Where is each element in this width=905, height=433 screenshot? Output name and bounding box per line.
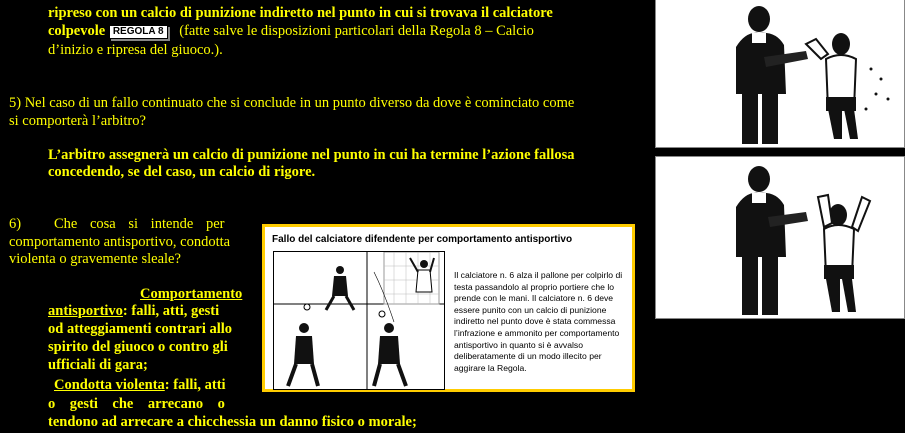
- q5-question-line2: si comporterà l’arbitro?: [9, 113, 146, 129]
- condotta-violenta-line1: [54, 376, 226, 395]
- condotta-violenta-line2: o gesti che arrecano o: [48, 396, 225, 412]
- comportamento-rest: : falli, atti, gesti: [122, 303, 220, 319]
- foul-info-title: Fallo del calciatore difendente per comportamento antisportivo: [272, 234, 573, 245]
- top-para-line1-rest: (fatte salve le disposizioni particolari della Regola 8 – Calcio: [179, 23, 534, 39]
- comportamento-heading: Comportamento: [140, 286, 243, 302]
- goal-scene-sketch: [274, 252, 444, 389]
- condotta-violenta-heading: Condotta violenta: [54, 377, 165, 393]
- q5-answer-line2: concedendo, se del caso, un calcio di rigore.: [48, 164, 316, 180]
- q5-answer-line1: L’arbitro assegnerà un calcio di punizione nel punto in cui ha termine l’azione fallosa: [48, 147, 575, 163]
- comportamento-line4: spirito del giuoco o contro gli: [48, 339, 228, 355]
- q6-number: 6): [9, 216, 22, 232]
- condotta-violenta-line3: tendono ad arrecare a chicchessia un danno fisico o morale;: [48, 414, 417, 430]
- top-para-colpevole: colpevole: [48, 23, 106, 39]
- top-para-line0: ripreso con un calcio di punizione indiretto nel punto in cui si trovava il calciatore: [48, 5, 553, 21]
- referee-booking-sketch-1: [656, 0, 904, 147]
- referee-illustration-bottom: [655, 156, 905, 319]
- foul-info-description: Il calciatore n. 6 alza il pallone per colpirlo di testa passandolo al proprio portiere che lo prende con le mani. Il calciatore n. 6 deve essere punito con un calcio di punizione indiretto nel punto dove è stata commessa l’infrazione e ammonito per comportamento antisportivo in quanto si è avvalso deliberatamente di un modo illecito per aggirare la Regola.: [454, 270, 623, 373]
- referee-booking-sketch-2: [656, 157, 904, 318]
- condotta-violenta-rest: : falli, atti: [164, 377, 226, 393]
- q5-question-line1: 5) Nel caso di un fallo continuato che si conclude in un punto diverso da dove è cominciato come: [9, 95, 575, 111]
- q6-line2: comportamento antisportivo, condotta: [9, 234, 231, 250]
- foul-sketch: [273, 251, 445, 390]
- q6-line3: violenta o gravemente sleale?: [9, 251, 181, 267]
- referee-illustration-top: [655, 0, 905, 148]
- comportamento-line3: od atteggiamenti contrari allo: [48, 321, 233, 337]
- comportamento-line2: [48, 302, 219, 321]
- antisportivo-word: antisportivo: [48, 303, 123, 319]
- foul-info-box: [262, 224, 635, 392]
- top-para-line1: [48, 22, 534, 41]
- regola-8-badge[interactable]: REGOLA 8: [109, 25, 168, 39]
- comportamento-line5: ufficiali di gara;: [48, 357, 148, 373]
- top-para-line2: d’inizio e ripresa del giuoco.).: [48, 42, 223, 58]
- q6-line1: Che cosa si intende per: [54, 216, 225, 232]
